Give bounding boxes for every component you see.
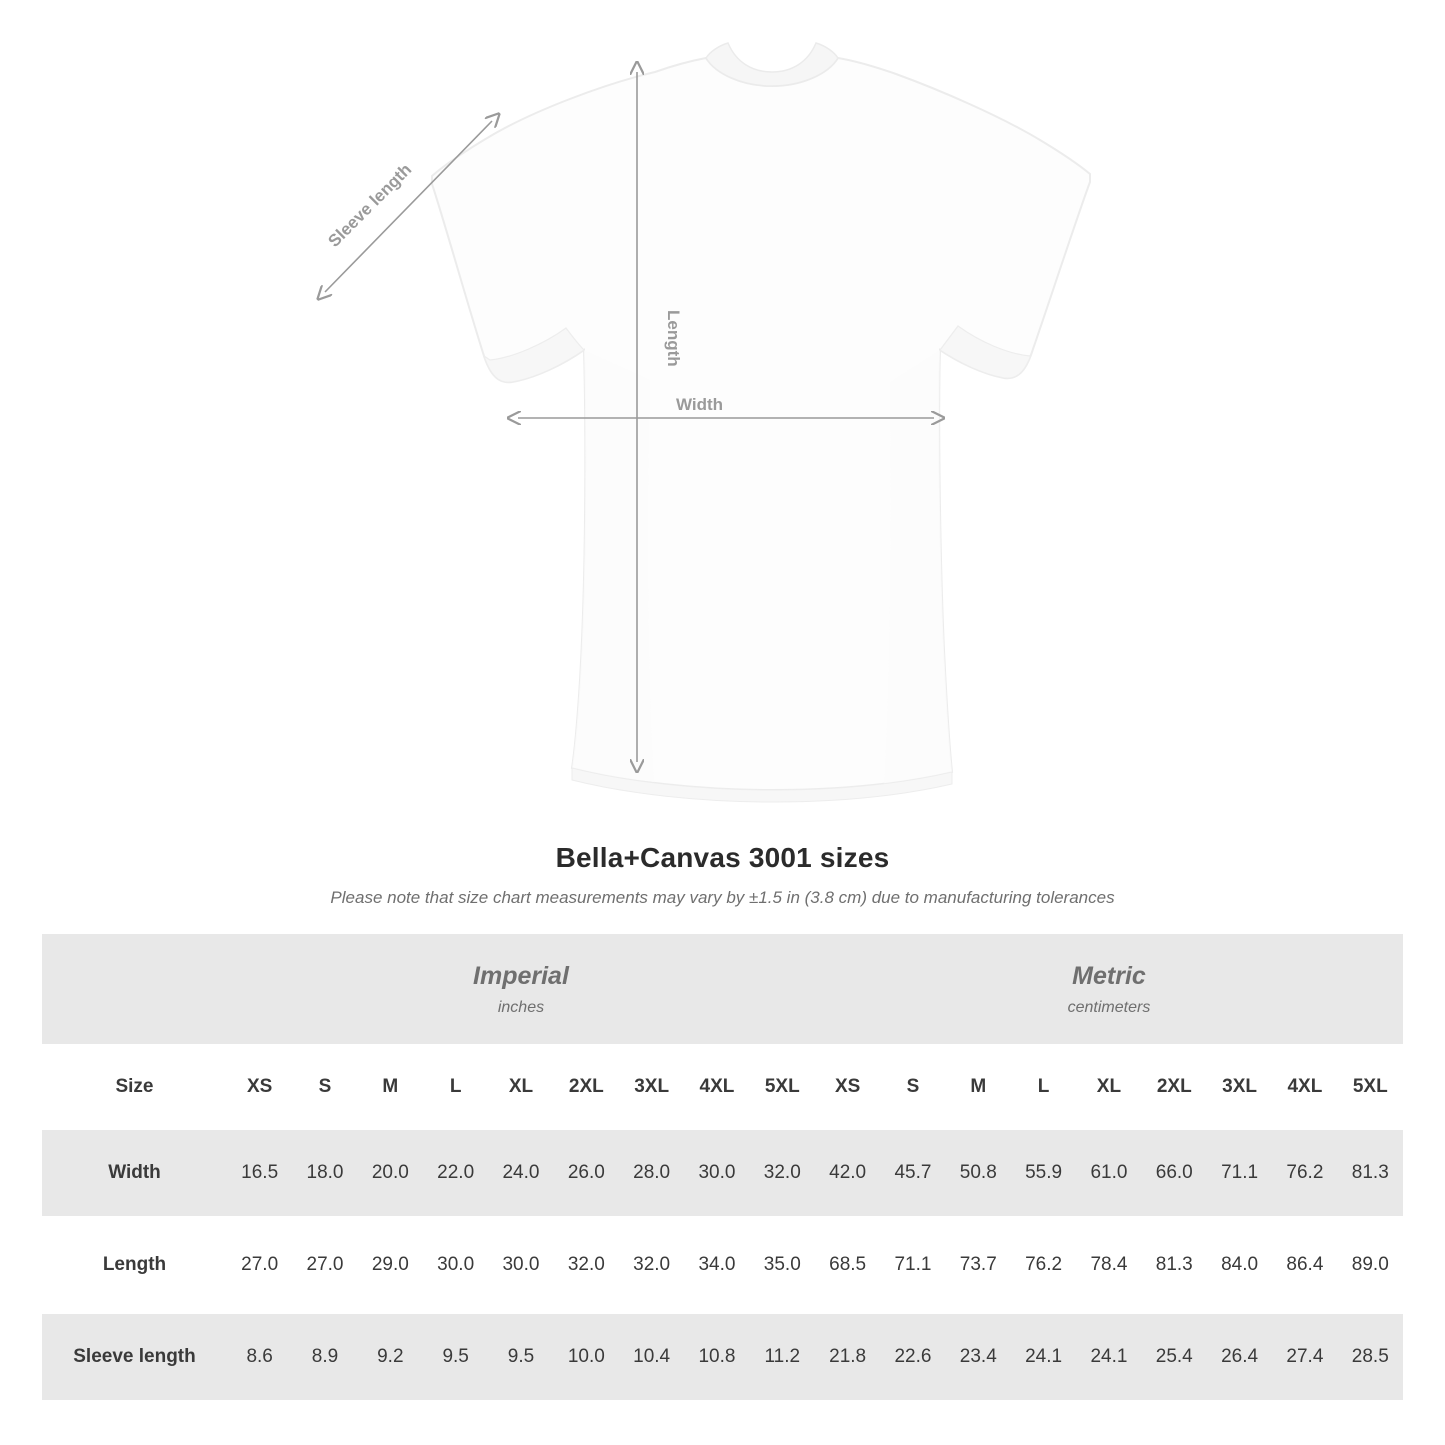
column-header-9: XS bbox=[815, 1044, 880, 1130]
cell-value: 35.0 bbox=[750, 1222, 815, 1308]
cell-value: 8.9 bbox=[292, 1314, 357, 1400]
table-row bbox=[42, 1314, 1403, 1400]
cell-value: 22.6 bbox=[880, 1314, 945, 1400]
column-header-10: S bbox=[880, 1044, 945, 1130]
column-header-5: 2XL bbox=[554, 1044, 619, 1130]
unit-group-sub: centimeters bbox=[1067, 998, 1151, 1016]
size-table bbox=[42, 934, 1403, 1400]
cell-value: 32.0 bbox=[619, 1222, 684, 1308]
cell-value: 10.0 bbox=[554, 1314, 619, 1400]
cell-value: 27.4 bbox=[1272, 1314, 1337, 1400]
tolerance-note: Please note that size chart measurements may vary by ±1.5 in (3.8 cm) due to manufacturing tolerances bbox=[330, 888, 1115, 907]
label-length: Length bbox=[664, 310, 683, 367]
cell-value: 9.2 bbox=[358, 1314, 423, 1400]
cell-value: 55.9 bbox=[1011, 1130, 1076, 1216]
row-label-width: Width bbox=[42, 1130, 227, 1216]
cell-value: 45.7 bbox=[880, 1130, 945, 1216]
cell-value: 78.4 bbox=[1076, 1222, 1141, 1308]
cell-value: 27.0 bbox=[227, 1222, 292, 1308]
label-width: Width bbox=[676, 395, 724, 414]
column-header-13: XL bbox=[1076, 1044, 1141, 1130]
cell-value: 28.5 bbox=[1338, 1314, 1403, 1400]
unit-group-name: Imperial bbox=[473, 961, 569, 990]
column-header-0: XS bbox=[227, 1044, 292, 1130]
cell-value: 24.1 bbox=[1011, 1314, 1076, 1400]
column-header-3: L bbox=[423, 1044, 488, 1130]
cell-value: 11.2 bbox=[750, 1314, 815, 1400]
cell-value: 25.4 bbox=[1142, 1314, 1207, 1400]
row-label-sleeve-length: Sleeve length bbox=[42, 1314, 227, 1400]
unit-group-imperial bbox=[227, 934, 815, 1044]
cell-value: 66.0 bbox=[1142, 1130, 1207, 1216]
cell-value: 10.4 bbox=[619, 1314, 684, 1400]
cell-value: 27.0 bbox=[292, 1222, 357, 1308]
cell-value: 16.5 bbox=[227, 1130, 292, 1216]
page-title: Bella+Canvas 3001 sizes bbox=[555, 842, 890, 873]
cell-value: 9.5 bbox=[488, 1314, 553, 1400]
column-header-2: M bbox=[358, 1044, 423, 1130]
cell-value: 26.0 bbox=[554, 1130, 619, 1216]
label-sleeve-length: Sleeve length bbox=[324, 159, 416, 251]
column-header-15: 3XL bbox=[1207, 1044, 1272, 1130]
cell-value: 30.0 bbox=[423, 1222, 488, 1308]
cell-value: 10.8 bbox=[684, 1314, 749, 1400]
column-header-7: 4XL bbox=[684, 1044, 749, 1130]
cell-value: 76.2 bbox=[1011, 1222, 1076, 1308]
cell-value: 9.5 bbox=[423, 1314, 488, 1400]
cell-value: 32.0 bbox=[554, 1222, 619, 1308]
table-row bbox=[42, 1222, 1403, 1308]
unit-group-sub: inches bbox=[497, 998, 545, 1016]
cell-value: 86.4 bbox=[1272, 1222, 1337, 1308]
cell-value: 76.2 bbox=[1272, 1130, 1337, 1216]
column-header-8: 5XL bbox=[750, 1044, 815, 1130]
cell-value: 8.6 bbox=[227, 1314, 292, 1400]
cell-value: 20.0 bbox=[358, 1130, 423, 1216]
size-header-row bbox=[42, 1044, 1403, 1130]
column-header-4: XL bbox=[488, 1044, 553, 1130]
unit-group-metric bbox=[815, 934, 1403, 1044]
row-label-length: Length bbox=[42, 1222, 227, 1308]
cell-value: 42.0 bbox=[815, 1130, 880, 1216]
cell-value: 89.0 bbox=[1338, 1222, 1403, 1308]
cell-value: 22.0 bbox=[423, 1130, 488, 1216]
cell-value: 73.7 bbox=[946, 1222, 1011, 1308]
cell-value: 23.4 bbox=[946, 1314, 1011, 1400]
cell-value: 84.0 bbox=[1207, 1222, 1272, 1308]
cell-value: 32.0 bbox=[750, 1130, 815, 1216]
cell-value: 50.8 bbox=[946, 1130, 1011, 1216]
cell-value: 30.0 bbox=[684, 1130, 749, 1216]
size-table-wrap bbox=[42, 934, 1403, 1400]
tshirt-shape bbox=[432, 43, 1090, 802]
column-header-14: 2XL bbox=[1142, 1044, 1207, 1130]
cell-value: 29.0 bbox=[358, 1222, 423, 1308]
cell-value: 81.3 bbox=[1338, 1130, 1403, 1216]
cell-value: 26.4 bbox=[1207, 1314, 1272, 1400]
column-header-1: S bbox=[292, 1044, 357, 1130]
unit-row-corner bbox=[42, 934, 227, 1044]
cell-value: 24.0 bbox=[488, 1130, 553, 1216]
column-header-6: 3XL bbox=[619, 1044, 684, 1130]
table-row bbox=[42, 1130, 1403, 1216]
cell-value: 81.3 bbox=[1142, 1222, 1207, 1308]
cell-value: 61.0 bbox=[1076, 1130, 1141, 1216]
cell-value: 71.1 bbox=[1207, 1130, 1272, 1216]
cell-value: 30.0 bbox=[488, 1222, 553, 1308]
cell-value: 68.5 bbox=[815, 1222, 880, 1308]
cell-value: 34.0 bbox=[684, 1222, 749, 1308]
column-header-12: L bbox=[1011, 1044, 1076, 1130]
unit-group-name: Metric bbox=[1072, 961, 1146, 990]
cell-value: 18.0 bbox=[292, 1130, 357, 1216]
title-block bbox=[0, 842, 1445, 908]
header-size-label: Size bbox=[42, 1044, 227, 1130]
column-header-17: 5XL bbox=[1338, 1044, 1403, 1130]
cell-value: 24.1 bbox=[1076, 1314, 1141, 1400]
cell-value: 71.1 bbox=[880, 1222, 945, 1308]
column-header-16: 4XL bbox=[1272, 1044, 1337, 1130]
unit-group-row bbox=[42, 934, 1403, 1044]
cell-value: 28.0 bbox=[619, 1130, 684, 1216]
column-header-11: M bbox=[946, 1044, 1011, 1130]
cell-value: 21.8 bbox=[815, 1314, 880, 1400]
